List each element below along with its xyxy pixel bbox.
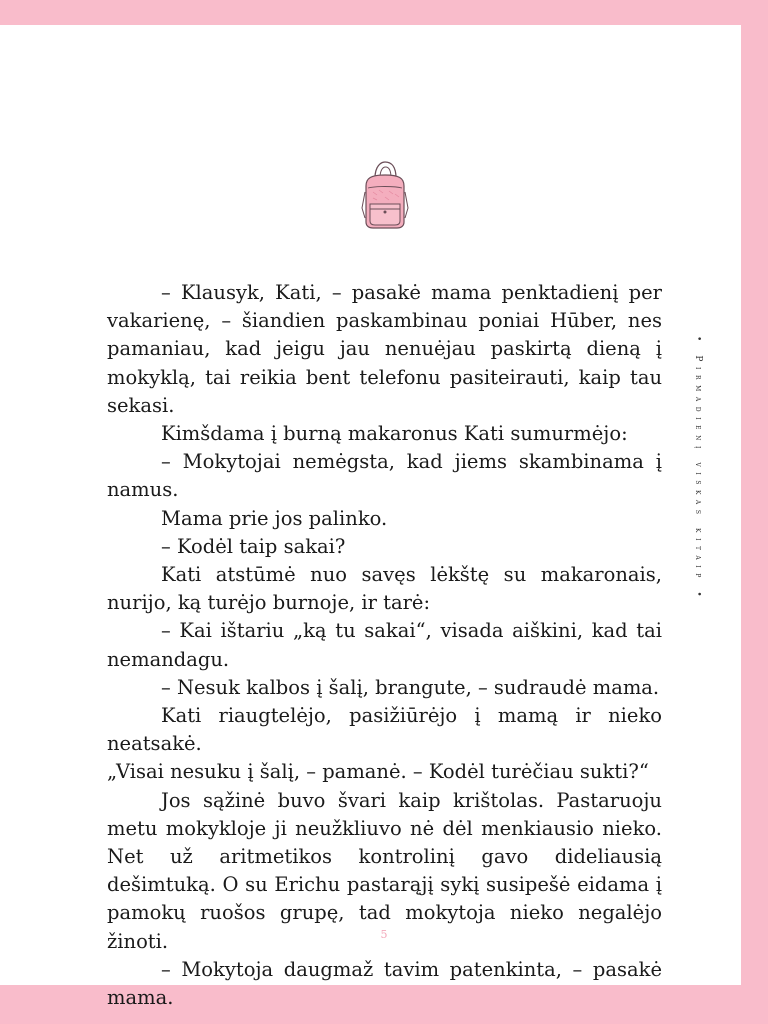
paragraph: Kati riaugtelėjo, pasižiūrėjo į mamą ir nieko neatsakė.	[107, 704, 662, 756]
paragraph: – Mokytojai nemėgsta, kad jiems skambinama į namus.	[107, 450, 662, 502]
paragraph: „Visai nesuku į šalį, – pamanė. – Kodėl turėčiau sukti?“	[107, 760, 649, 784]
paragraph: – Kodėl taip sakai?	[161, 534, 346, 558]
backpack-icon	[359, 148, 411, 232]
running-head-label: • Pirmadienį viskas kitaip •	[693, 336, 703, 603]
paragraph: Kati atstūmė nuo savęs lėkštę su makaronais, nurijo, ką turėjo burnoje, ir tarė:	[107, 563, 662, 615]
paragraph: – Mokytoja daugmaž tavim patenkinta, – pasakė mama.	[107, 957, 662, 1010]
paragraph: Mama prie jos palinko.	[161, 506, 388, 530]
paragraph: Kimšdama į burną makaronus Kati sumurmėjo:	[161, 422, 628, 446]
running-head	[693, 336, 717, 672]
paragraph: – Nesuk kalbos į šalį, brangute, – sudraudė mama.	[161, 675, 660, 699]
page-number: 5	[380, 928, 388, 941]
story-text	[107, 279, 662, 1012]
paragraph: – Kai ištariu „ką tu sakai“, visada aiškini, kad tai nemandagu.	[107, 619, 662, 671]
paragraph: Jos sąžinė buvo švari kaip krištolas. Pastaruoju metu mokykloje ji neužkliuvo nė dėl menkiausio nieko. Net už aritmetikos kontrolinį gavo dideliausią dešimtuką. O su Erichu pastarąjį sykį susipešė eidama į pamokų ruošos grupę, tad mokytoja nieko negalėjo žinoti.	[107, 788, 662, 953]
paragraph: – Klausyk, Kati, – pasakė mama penktadienį per vakarienę, – šiandien paskambinau poniai Hūber, nes pamaniau, kad jeigu jau nenuėjau paskirtą dieną į mokyklą, tai reikia bent telefonu pasiteirauti, kaip tau sekasi.	[107, 281, 662, 417]
